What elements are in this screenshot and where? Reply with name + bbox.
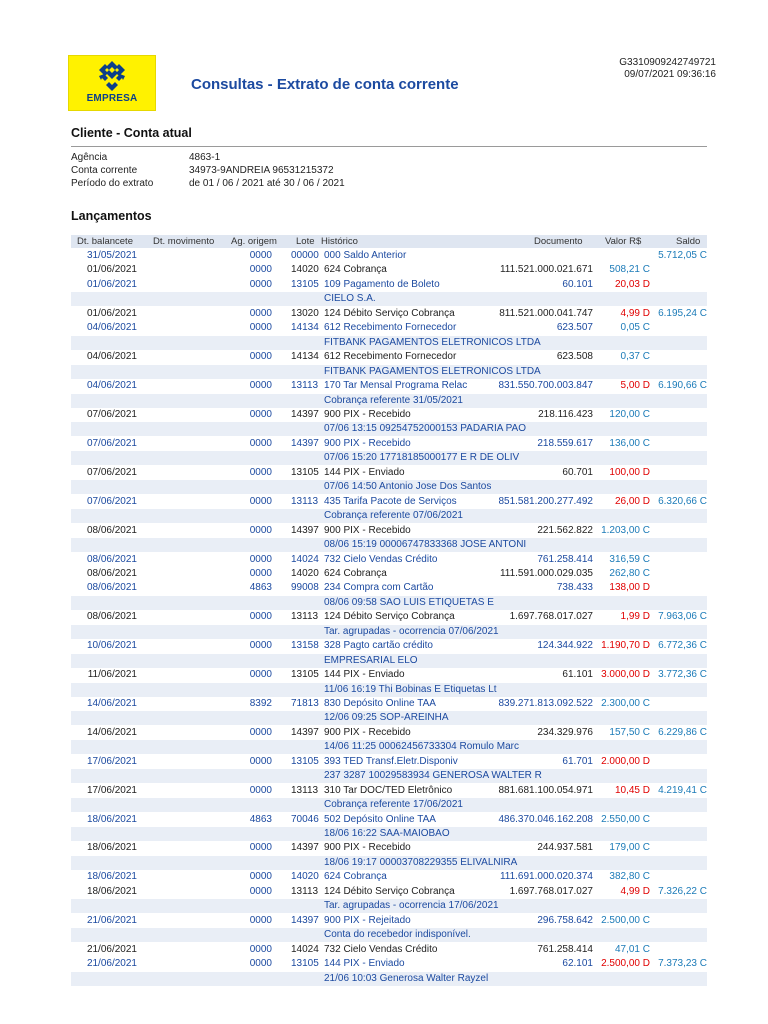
col-valor: Valor R$ xyxy=(605,236,642,247)
detail-text: 07/06 14:50 Antonio Jose Dos Santos xyxy=(324,481,492,493)
historico-cell: 624 Cobrança xyxy=(324,264,387,276)
info-row-periodo xyxy=(71,177,345,190)
ag-origem-cell: 0000 xyxy=(249,408,272,420)
table-row xyxy=(71,784,707,798)
ag-origem-cell: 0000 xyxy=(249,669,272,680)
dt-balancete-cell: 01/06/2021 xyxy=(86,307,137,319)
detail-text: Cobrança referente 07/06/2021 xyxy=(324,510,463,522)
historico-cell: 624 Cobrança xyxy=(324,567,387,579)
ag-origem-cell[interactable]: 0000 xyxy=(249,755,272,767)
ag-origem-cell[interactable]: 0000 xyxy=(249,495,272,507)
table-row-detail xyxy=(71,596,707,610)
ag-origem-cell: 0000 xyxy=(249,567,272,579)
saldo-cell: 7.326,22 C xyxy=(658,885,707,897)
ag-origem-cell: 0000 xyxy=(249,611,272,623)
table-row xyxy=(71,610,707,624)
info-value: de 01 / 06 / 2021 até 30 / 06 / 2021 xyxy=(189,178,345,189)
historico-cell: 900 PIX - Recebido xyxy=(324,726,411,738)
lote-cell: 13113 xyxy=(291,885,319,897)
lote-cell[interactable]: 13105 xyxy=(291,755,319,767)
dt-balancete-cell: 21/06/2021 xyxy=(86,943,137,955)
table-row-detail xyxy=(71,538,707,552)
table-row xyxy=(71,437,707,451)
documento-cell: 221.562.822 xyxy=(537,524,593,536)
table-row xyxy=(71,350,707,364)
col-lote: Lote xyxy=(296,236,315,247)
info-value: 4863-1 xyxy=(189,152,221,163)
documento-cell[interactable]: 623.507 xyxy=(556,322,593,334)
table-row-detail xyxy=(71,711,707,725)
historico-cell: 144 PIX - Enviado xyxy=(324,466,405,478)
ag-origem-cell: 0000 xyxy=(249,842,272,854)
table-row-detail xyxy=(71,899,707,913)
lote-cell: 14024 xyxy=(291,943,319,955)
documento-cell[interactable]: 831.550.700.003.847 xyxy=(498,380,593,391)
table-row xyxy=(71,278,707,292)
valor-cell: 0,05 C xyxy=(620,322,650,334)
documento-cell[interactable]: 111.691.000.020.374 xyxy=(499,871,593,883)
table-row xyxy=(71,263,707,277)
dt-balancete-cell[interactable]: 31/05/2021 xyxy=(86,250,137,261)
divider xyxy=(71,146,707,147)
table-row xyxy=(71,408,707,422)
table-row xyxy=(71,307,707,321)
historico-cell[interactable]: 144 PIX - Enviado xyxy=(324,958,405,969)
table-row-detail xyxy=(71,480,707,494)
lote-cell: 14020 xyxy=(291,567,319,579)
table-row-detail xyxy=(71,798,707,812)
valor-cell: 3.000,00 D xyxy=(601,669,650,680)
info-value: 34973-9ANDREIA 96531215372 xyxy=(189,165,334,176)
table-row xyxy=(71,668,707,682)
saldo-cell: 6.320,66 C xyxy=(658,495,707,507)
valor-cell: 316,59 C xyxy=(609,553,650,565)
documento-cell[interactable]: 60.101 xyxy=(562,278,593,290)
documento-cell: 1.697.768.017.027 xyxy=(509,611,593,623)
table-row-detail xyxy=(71,928,707,942)
valor-cell: 1.190,70 D xyxy=(601,640,650,652)
ag-origem-cell: 0000 xyxy=(249,885,272,897)
historico-cell[interactable]: 234 Compra com Cartão xyxy=(324,582,434,594)
bank-logo xyxy=(68,55,156,111)
lote-cell[interactable]: 14020 xyxy=(291,871,319,883)
lote-cell[interactable]: 14397 xyxy=(291,914,319,926)
table-row-detail xyxy=(71,769,707,783)
valor-cell: 2.500,00 C xyxy=(601,914,650,926)
table-row-detail xyxy=(71,394,707,408)
detail-text: 21/06 10:03 Generosa Walter Rayzel xyxy=(324,972,489,984)
col-documento: Documento xyxy=(534,236,583,247)
table-row-detail xyxy=(71,422,707,436)
historico-cell: 124 Débito Serviço Cobrança xyxy=(324,885,455,897)
document-meta xyxy=(619,57,716,81)
documento-cell: 234.329.976 xyxy=(537,726,593,738)
page-title: Consultas - Extrato de conta corrente xyxy=(191,76,459,93)
historico-cell[interactable]: 109 Pagamento de Boleto xyxy=(324,278,440,290)
info-label: Agência xyxy=(71,152,108,163)
historico-cell: 900 PIX - Recebido xyxy=(324,524,411,536)
lote-cell: 14397 xyxy=(291,408,319,420)
dt-balancete-cell: 07/06/2021 xyxy=(86,408,137,420)
dt-balancete-cell[interactable]: 21/06/2021 xyxy=(86,958,137,969)
documento-cell[interactable]: 839.271.813.092.522 xyxy=(498,698,593,709)
ag-origem-cell[interactable]: 0000 xyxy=(249,914,272,926)
table-row xyxy=(71,755,707,769)
documento-cell: 881.681.100.054.971 xyxy=(498,784,593,796)
detail-text: 07/06 13:15 09254752000153 PADARIA PAO xyxy=(324,423,527,435)
ag-origem-cell: 0000 xyxy=(249,726,272,738)
valor-cell: 0,37 C xyxy=(620,351,650,363)
dt-balancete-cell: 04/06/2021 xyxy=(86,351,137,363)
documento-cell[interactable]: 738.433 xyxy=(556,582,593,594)
dt-balancete-cell[interactable]: 08/06/2021 xyxy=(86,582,137,594)
detail-text: 08/06 09:58 SAO LUIS ETIQUETAS E xyxy=(324,596,494,608)
ag-origem-cell[interactable]: 0000 xyxy=(249,278,272,290)
documento-cell[interactable]: 761.258.414 xyxy=(537,553,593,565)
table-row xyxy=(71,581,707,595)
table-row xyxy=(71,697,707,711)
ag-origem-cell: 0000 xyxy=(249,307,272,319)
table-row-detail xyxy=(71,292,707,306)
detail-text: 18/06 16:22 SAA-MAIOBAO xyxy=(324,828,450,839)
table-header xyxy=(71,235,707,248)
documento-cell[interactable]: 296.758.642 xyxy=(537,914,593,926)
dt-balancete-cell[interactable]: 10/06/2021 xyxy=(86,640,137,652)
ag-origem-cell: 0000 xyxy=(249,524,272,536)
col-ag-origem: Ag. origem xyxy=(231,236,277,247)
detail-text: Tar. agrupadas - ocorrencia 07/06/2021 xyxy=(324,625,499,637)
table-row xyxy=(71,495,707,509)
ag-origem-cell: 0000 xyxy=(249,784,272,796)
table-row-detail xyxy=(71,365,707,379)
documento-cell: 811.521.000.041.747 xyxy=(499,307,593,319)
dt-balancete-cell[interactable]: 21/06/2021 xyxy=(86,914,137,926)
dt-balancete-cell[interactable]: 07/06/2021 xyxy=(86,495,137,507)
saldo-cell: 7.963,06 C xyxy=(658,611,707,623)
valor-cell: 136,00 C xyxy=(609,437,650,449)
historico-cell[interactable]: 328 Pagto cartão crédito xyxy=(324,640,433,652)
historico-cell[interactable]: 900 PIX - Rejeitado xyxy=(324,914,411,926)
info-label: Conta corrente xyxy=(71,165,138,176)
ag-origem-cell[interactable]: 0000 xyxy=(249,322,272,334)
detail-text: 07/06 15:20 17718185000177 E R DE OLIV xyxy=(324,452,520,464)
detail-text: Tar. agrupadas - ocorrencia 17/06/2021 xyxy=(324,900,499,912)
ag-origem-cell[interactable]: 4863 xyxy=(249,813,272,825)
ag-origem-cell: 0000 xyxy=(249,466,272,478)
dt-balancete-cell: 18/06/2021 xyxy=(86,885,137,897)
table-row-detail xyxy=(71,451,707,465)
valor-cell: 47,01 C xyxy=(614,943,650,955)
dt-balancete-cell[interactable]: 14/06/2021 xyxy=(86,698,137,709)
table-row-detail xyxy=(71,740,707,754)
lote-cell: 13105 xyxy=(291,669,319,680)
documento-cell: 623.508 xyxy=(556,351,593,363)
documento-cell: 111.521.000.021.671 xyxy=(499,264,593,276)
table-row xyxy=(71,524,707,538)
dt-balancete-cell[interactable]: 18/06/2021 xyxy=(86,813,137,825)
lote-cell[interactable]: 00000 xyxy=(291,250,319,261)
dt-balancete-cell[interactable]: 04/06/2021 xyxy=(86,322,137,334)
lote-cell: 13113 xyxy=(291,784,319,796)
table-row xyxy=(71,726,707,740)
valor-cell: 4,99 D xyxy=(620,885,650,897)
col-dt-balancete: Dt. balancete xyxy=(77,236,133,247)
valor-cell: 10,45 D xyxy=(614,784,650,796)
detail-text: 18/06 19:17 00003708229355 ELIVALNIRA xyxy=(324,856,518,868)
lote-cell: 13105 xyxy=(291,466,319,478)
detail-text: FITBANK PAGAMENTOS ELETRONICOS LTDA xyxy=(324,365,541,377)
detail-text: Cobrança referente 31/05/2021 xyxy=(324,394,463,406)
historico-cell: 124 Débito Serviço Cobrança xyxy=(324,611,455,623)
info-row-conta xyxy=(71,164,345,177)
saldo-cell: 7.373,23 C xyxy=(658,958,707,969)
documento-cell: 1.697.768.017.027 xyxy=(509,885,593,897)
documento-cell[interactable]: 124.344.922 xyxy=(537,640,593,652)
ag-origem-cell[interactable]: 8392 xyxy=(249,698,272,709)
detail-text: Cobrança referente 17/06/2021 xyxy=(324,799,463,811)
table-row-detail xyxy=(71,654,707,668)
ag-origem-cell[interactable]: 4863 xyxy=(249,582,272,594)
valor-cell: 120,00 C xyxy=(609,408,650,420)
historico-cell: 732 Cielo Vendas Crédito xyxy=(324,943,438,955)
table-row xyxy=(71,943,707,957)
lote-cell[interactable]: 13113 xyxy=(291,495,319,507)
info-label: Período do extrato xyxy=(71,178,154,189)
valor-cell: 20,03 D xyxy=(614,278,650,290)
valor-cell: 179,00 C xyxy=(609,842,650,854)
table-row xyxy=(71,466,707,480)
table-row xyxy=(71,553,707,567)
valor-cell: 1,99 D xyxy=(620,611,650,623)
valor-cell: 2.500,00 D xyxy=(601,958,650,969)
table-row-detail xyxy=(71,509,707,523)
detail-text: Conta do recebedor indisponível. xyxy=(324,929,471,941)
detail-text: 08/06 15:19 00006747833368 JOSE ANTONI xyxy=(324,539,527,550)
lote-cell[interactable]: 14134 xyxy=(291,322,319,334)
saldo-cell: 6.195,24 C xyxy=(658,307,707,319)
valor-cell: 1.203,00 C xyxy=(601,524,650,536)
dt-balancete-cell[interactable]: 17/06/2021 xyxy=(86,755,137,767)
lote-cell[interactable]: 14397 xyxy=(291,437,319,449)
historico-cell: 124 Débito Serviço Cobrança xyxy=(324,307,455,319)
valor-cell: 2.300,00 C xyxy=(601,698,650,709)
documento-cell[interactable]: 62.101 xyxy=(562,958,593,969)
saldo-cell: 5.712,05 C xyxy=(658,250,707,261)
lote-cell: 14397 xyxy=(291,524,319,536)
lote-cell: 13113 xyxy=(291,611,319,623)
saldo-cell: 3.772,36 C xyxy=(658,669,707,680)
dt-balancete-cell[interactable]: 01/06/2021 xyxy=(86,278,137,290)
lote-cell[interactable]: 13113 xyxy=(291,380,319,391)
dt-balancete-cell[interactable]: 04/06/2021 xyxy=(86,380,137,391)
col-saldo: Saldo xyxy=(676,236,701,247)
table-row-detail xyxy=(71,856,707,870)
table-row xyxy=(71,957,707,971)
documento-cell: 244.937.581 xyxy=(537,842,593,854)
table-row xyxy=(71,567,707,581)
valor-cell: 100,00 D xyxy=(609,466,650,478)
documento-cell[interactable]: 61.701 xyxy=(562,755,593,767)
valor-cell: 382,80 C xyxy=(609,871,650,883)
documento-cell[interactable]: 851.581.200.277.492 xyxy=(498,495,593,507)
ag-origem-cell[interactable]: 0000 xyxy=(249,250,272,261)
table-row xyxy=(71,914,707,928)
table-row-detail xyxy=(71,683,707,697)
dt-balancete-cell: 08/06/2021 xyxy=(86,524,137,536)
table-row xyxy=(71,885,707,899)
historico-cell[interactable]: 170 Tar Mensal Programa Relac xyxy=(324,380,468,391)
dt-balancete-cell: 11/06/2021 xyxy=(87,669,137,680)
valor-cell: 4,99 D xyxy=(620,307,650,319)
ag-origem-cell[interactable]: 0000 xyxy=(249,437,272,449)
lote-cell[interactable]: 13158 xyxy=(291,640,319,652)
documento-cell: 111.591.000.029.035 xyxy=(499,567,593,579)
table-row-detail xyxy=(71,336,707,350)
lote-cell[interactable]: 99008 xyxy=(291,582,319,594)
historico-cell: 612 Recebimento Fornecedor xyxy=(324,351,457,363)
dt-balancete-cell: 07/06/2021 xyxy=(86,466,137,478)
lote-cell: 14020 xyxy=(291,264,319,276)
detail-text: FITBANK PAGAMENTOS ELETRONICOS LTDA xyxy=(324,336,541,348)
ag-origem-cell[interactable]: 0000 xyxy=(249,871,272,883)
col-dt-movimento: Dt. movimento xyxy=(153,236,215,247)
dt-balancete-cell: 17/06/2021 xyxy=(86,784,137,796)
ag-origem-cell: 0000 xyxy=(249,264,272,276)
dt-balancete-cell: 08/06/2021 xyxy=(86,567,137,579)
documento-cell[interactable]: 218.559.617 xyxy=(537,437,593,449)
bb-logo-icon xyxy=(93,60,131,92)
lote-cell: 14134 xyxy=(291,351,319,363)
cliente-heading: Cliente - Conta atual xyxy=(71,126,192,140)
saldo-cell: 6.229,86 C xyxy=(658,726,707,738)
dt-balancete-cell[interactable]: 18/06/2021 xyxy=(86,871,137,883)
table-row-detail xyxy=(71,625,707,639)
lancamentos-heading: Lançamentos xyxy=(71,209,152,223)
detail-text: 12/06 09:25 SOP-AREINHA xyxy=(324,712,449,724)
historico-cell[interactable]: 624 Cobrança xyxy=(324,871,387,883)
table-row xyxy=(71,379,707,393)
documento-cell: 218.116.423 xyxy=(538,408,593,420)
dt-balancete-cell: 08/06/2021 xyxy=(86,611,137,623)
client-info xyxy=(71,151,345,190)
lote-cell: 14397 xyxy=(291,842,319,854)
dt-balancete-cell: 01/06/2021 xyxy=(86,264,137,276)
valor-cell: 2.550,00 C xyxy=(601,813,650,825)
detail-text: 11/06 16:19 Thi Bobinas E Etiquetas Lt xyxy=(324,683,497,695)
detail-text: 14/06 11:25 00062456733304 Romulo Marc xyxy=(324,741,519,753)
historico-cell[interactable]: 393 TED Transf.Eletr.Disponiv xyxy=(324,755,458,767)
table-row xyxy=(71,249,707,263)
lote-cell[interactable]: 71813 xyxy=(291,698,319,709)
saldo-cell: 6.190,66 C xyxy=(658,380,707,391)
lote-cell: 13020 xyxy=(291,307,319,319)
dt-balancete-cell: 18/06/2021 xyxy=(86,842,137,854)
info-row-agencia xyxy=(71,151,345,164)
lote-cell[interactable]: 13105 xyxy=(291,278,319,290)
table-row-detail xyxy=(71,827,707,841)
table-row xyxy=(71,870,707,884)
historico-cell: 900 PIX - Recebido xyxy=(324,408,411,420)
table-row-detail xyxy=(71,972,707,986)
documento-cell[interactable]: 486.370.046.162.208 xyxy=(498,813,593,825)
historico-cell[interactable]: 830 Depósito Online TAA xyxy=(324,698,436,709)
historico-cell[interactable]: 900 PIX - Recebido xyxy=(324,437,411,449)
historico-cell: 310 Tar DOC/TED Eletrônico xyxy=(324,784,453,796)
saldo-cell: 6.772,36 C xyxy=(658,640,707,652)
ag-origem-cell: 0000 xyxy=(249,943,272,955)
table-row xyxy=(71,813,707,827)
table-row xyxy=(71,321,707,335)
historico-cell[interactable]: 000 Saldo Anterior xyxy=(324,250,407,261)
detail-text: EMPRESARIAL ELO xyxy=(324,654,418,666)
table-row xyxy=(71,841,707,855)
ag-origem-cell[interactable]: 0000 xyxy=(249,958,272,969)
dt-balancete-cell[interactable]: 08/06/2021 xyxy=(86,553,137,565)
ag-origem-cell[interactable]: 0000 xyxy=(249,553,272,565)
col-historico: Histórico xyxy=(321,236,358,247)
dt-balancete-cell: 14/06/2021 xyxy=(86,726,137,738)
ag-origem-cell: 0000 xyxy=(249,351,272,363)
table-row xyxy=(71,639,707,653)
detail-text: 237 3287 10029583934 GENEROSA WALTER R xyxy=(324,770,542,782)
ag-origem-cell[interactable]: 0000 xyxy=(249,640,272,652)
historico-cell: 144 PIX - Enviado xyxy=(324,669,405,680)
valor-cell: 157,50 C xyxy=(609,726,650,738)
logo-text: EMPRESA xyxy=(86,93,138,104)
lote-cell[interactable]: 13105 xyxy=(291,958,319,969)
valor-cell: 26,00 D xyxy=(614,495,650,507)
lote-cell: 14397 xyxy=(291,726,319,738)
historico-cell[interactable]: 502 Depósito Online TAA xyxy=(324,813,436,825)
lote-cell[interactable]: 70046 xyxy=(291,813,319,825)
valor-cell: 2.000,00 D xyxy=(601,755,650,767)
lote-cell[interactable]: 14024 xyxy=(291,553,319,565)
historico-cell: 900 PIX - Recebido xyxy=(324,842,411,854)
historico-cell[interactable]: 612 Recebimento Fornecedor xyxy=(324,322,457,334)
documento-cell: 61.101 xyxy=(562,669,593,680)
valor-cell: 138,00 D xyxy=(609,582,650,594)
historico-cell[interactable]: 435 Tarifa Pacote de Serviços xyxy=(324,495,457,507)
saldo-cell: 4.219,41 C xyxy=(658,784,707,796)
document-datetime: 09/07/2021 09:36:16 xyxy=(624,69,716,80)
valor-cell: 5,00 D xyxy=(620,380,650,391)
valor-cell: 262,80 C xyxy=(609,567,650,579)
detail-text: CIELO S.A. xyxy=(324,293,376,305)
documento-cell: 60.701 xyxy=(562,466,593,478)
documento-cell: 761.258.414 xyxy=(537,943,593,955)
historico-cell[interactable]: 732 Cielo Vendas Crédito xyxy=(324,553,438,565)
document-code: G3310909242749721 xyxy=(619,57,716,68)
dt-balancete-cell[interactable]: 07/06/2021 xyxy=(86,437,137,449)
ag-origem-cell[interactable]: 0000 xyxy=(249,380,272,391)
valor-cell: 508,21 C xyxy=(609,264,650,276)
